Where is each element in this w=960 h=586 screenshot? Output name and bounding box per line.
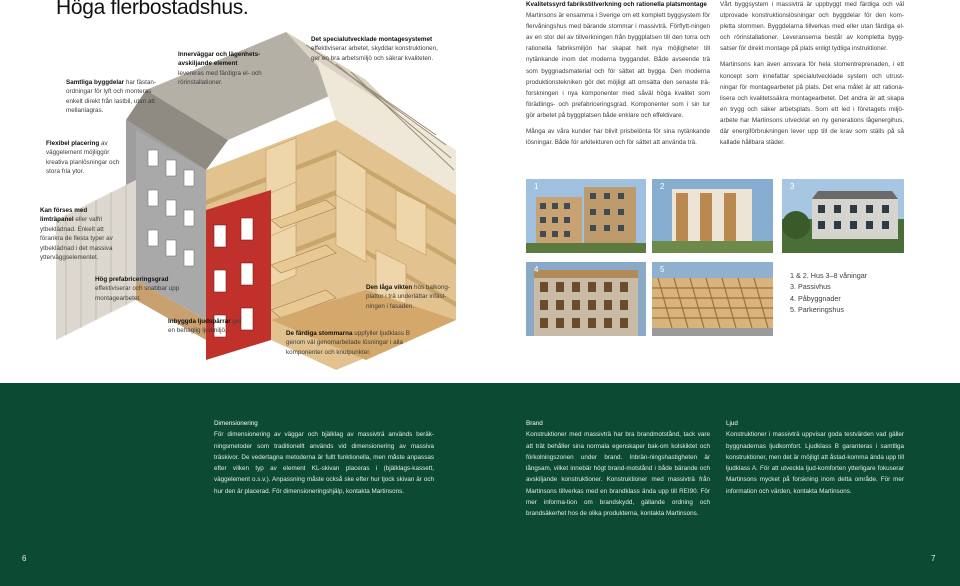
page-title: Höga flerbostadshus. [56,0,249,19]
photo-legend [790,270,867,316]
note-ljudsparrar: Inbyggda ljudspärrar ger en behaglig ljudmiljö. [168,318,242,335]
legend-item: 4. Påbyggnader [790,293,841,303]
note-samtliga-byggdelar: Samtliga byggdelar har fästan-ordningar för lyft och monteras enkelt direkt från lastbil, utan att mellanlagras. [66,79,156,115]
ljud-heading: Ljud [726,420,738,427]
legend-item: 1 & 2. Hus 3–8 våningar [790,271,868,280]
photo-2 [652,179,773,253]
photo-number: 2 [660,182,665,191]
column-1-heading: Kvalitetssyrd fabrikstillverkning och rationella platsmontage [526,1,707,8]
dimensionering-heading: Dimensionering [214,420,258,427]
text-column-2: Vårt byggsystem i massivträ är uppbyggt med färdiga och väl utprovade konstruktionslösningar och byggdelar för den kom-pletta stommen. Byggdelarna tillverkas med eller utan färdiga el- och rörinstallationer. Leveranserna består av kompletta bygg-satser för direkt montage på plats enligt tydliga instruktioner. Martinsons kan även ansvara för hela stomentreprenaden, i ett koncept som innefattar specialutvecklade system och utrust-ningar för montagearbetet på plats. Det ena målet är att rationa-lisera och kvalitetssäkra montagearbetet. Det andra är att skapa en trygg och säker arbetsplats. Som ett led i företagets miljö-arbete har Martinsons utvecklat en ny generations lågenergihus, där energiförbrukningen lever upp till de krav som ställs på så kallade hållbara städer. [720,1,904,147]
note-laga-vikten: Den låga vikten hos balkong-plattor i trä underlättar infäst-ningen i fasaden. [366,284,451,310]
note-fardiga-stommarna: De färdiga stommarna uppfyller ljudklass B genom väl genomarbetade lösningar i alla komponenter och knutpunkter. [286,330,410,356]
text-column-1: Kvalitetssyrd fabrikstillverkning och rationella platsmontage Martinsons är ensamma i Sverige om ett komplett byggsystem för flervåningshus med bärande stommar i massivträ. Förflytt-ningen av en stor del av tillverkningen från byggplatsen till den torra och rationella fabriksmiljön har skapat helt nya möjligheter till nytänkande inom det moderna byggandet. Både avseende trä som byggnadsmaterial och för sättet att bygga. Den moderna produktionstekniken gör det möjligt att omsätta den senaste trä-forskningen i nya komponenter med såväl höga kvalitet som förädlings- och prefabriceringsgrad. Komponenter som i sin tur gör arbetet på byggplatsen både enklare och effektivare. Många av våra kunder har blivit prisbelönta för sina nytänkande lösningar. Både för arkitekturen och för sättet att använda trä. [526,1,710,147]
photo-number: 1 [534,182,539,191]
brand-heading: Brand [526,420,543,427]
legend-item: 5. Parkeringshus [790,305,844,315]
photo-number: 3 [790,182,795,191]
ljud-section: Ljud Konstruktioner i massivträ uppvisar goda testvärden vad gäller byggnadernas ljudkomfort. Ljudklass B garanteras i samtliga konstruktioner, men det är möjligt att åstad-komma ända upp till ljudklass A. För att utveckla ljud-komforten ytterligare fokuserar Martinsons mycket på forskning inom detta område. För mer information och värden, kontakta Martinsons. [726,420,904,495]
photo-number: 5 [660,265,665,274]
note-prefabriceringsgrad: Hög prefabriceringsgrad effektiviserar och snabbar upp montagearbetet. [95,276,180,302]
info-band [0,383,960,586]
dimensionering-section: Dimensionering För dimensionering av väggar och bjälklag av massivträ används beräk-ningsmetoder som traditionellt används vid dimensionering av massiva träskivor. De vedertagna metoderna är fullt funktionella, men måste anpassas efter vilken typ av element KL-skivan placeras i (bjälklags-kassett, väggelement o.s.v.). Anpassning måste också ske efter hur tjock skivan är och hur den är placerad. För dimensioneringshjälp, kontakta Martinsons. [214,420,434,495]
photo-3 [782,179,904,253]
page-number-left: 6 [22,554,27,563]
note-flexibel-placering: Flexibel placering av väggelement möjliggör kreativa planlösningar och stora fria ytor. [46,140,120,176]
photo-5 [652,262,773,336]
photo-1 [526,179,646,253]
note-montagesystemet: Det specialutvecklade montagesystemet effektiviserar arbetet, skyddar konstruktionen, ger en bra arbetsmiljö och säkrar kvaliteten. [311,36,438,62]
photo-4 [526,262,646,336]
note-limtrapanel: Kan förses med limträpanel eller valfri ytbeklädnad. Enkelt att förankra de flesta typer av ytbeklädnad i det massiva ytterväggselementet. [40,207,113,262]
legend-item: 3. Passivhus [790,282,831,292]
page-number-right: 7 [931,554,936,563]
photo-number: 4 [534,265,539,274]
note-innervaggar: Innerväggar och lägenhets-avskiljande element levereras med färdigra el- och rörinstallationer. [178,51,262,87]
brand-section: Brand Konstruktioner med massivträ har bra brandmotstånd, tack vare att trät behåller sina normala egenskaper bak-om kolskiktet och förkolningszonen under brand. Inbrän-ningshastigheten är långsam, vilket innebär högt brand-motstånd i både bärande och avskiljande konstruktioner. Konstruktioner med massivträ från Martinsons tillverkas med en brandklass ända upp till REI90. För mer informa-tion om brandskydd, gällande ordning och brandsäkerhet hos de olika produkterna, kontakta Martinsons. [526,420,710,518]
